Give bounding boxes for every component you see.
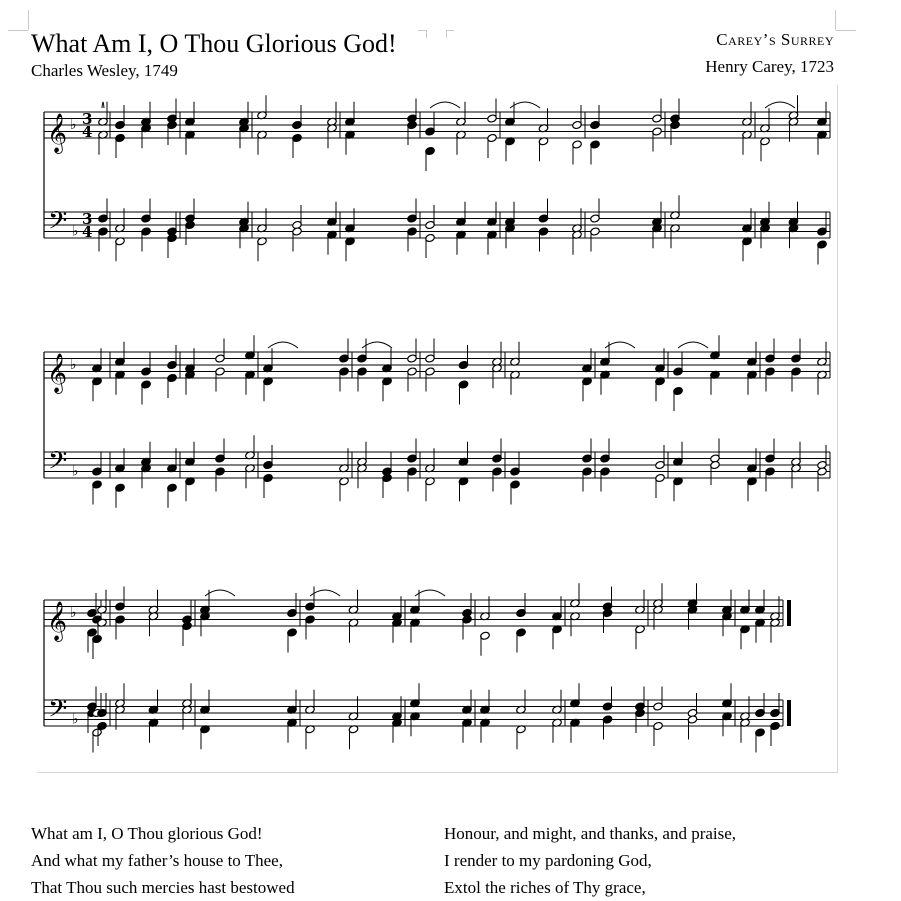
hymn-title: What Am I, O Thou Glorious God! xyxy=(31,29,397,58)
time-signature-digit: 3 xyxy=(82,210,93,228)
time-signature-digit: 4 xyxy=(82,123,93,141)
bass-clef: 𝄢 xyxy=(48,694,68,730)
final-barline xyxy=(787,700,791,726)
lyrics-column-right xyxy=(444,820,736,901)
tune-name: Carey’s Surrey xyxy=(716,30,834,49)
flat-sign: ♭ xyxy=(72,711,79,728)
treble-clef: 𝄞 xyxy=(47,601,68,641)
lyric-line: I render to my pardoning God, xyxy=(444,851,652,870)
time-signature-digit: 3 xyxy=(82,110,93,128)
slur xyxy=(268,342,298,348)
bass-clef: 𝄢 xyxy=(48,446,68,482)
flat-sign: ♭ xyxy=(70,357,77,373)
composer-credit: Henry Carey, 1723 xyxy=(705,57,834,76)
lyric-line: What am I, O Thou glorious God! xyxy=(31,824,263,843)
lyric-line: And what my father’s house to Thee, xyxy=(31,851,283,870)
slur xyxy=(102,102,104,108)
flat-sign: ♭ xyxy=(72,223,79,240)
bass-clef: 𝄢 xyxy=(48,206,68,242)
lyric-line: That Thou such mercies hast bestowed xyxy=(31,878,295,897)
author-credit: Charles Wesley, 1749 xyxy=(31,61,178,80)
final-barline xyxy=(787,600,791,626)
flat-sign: ♭ xyxy=(70,117,77,133)
slur xyxy=(765,102,795,108)
slur xyxy=(678,342,708,348)
lyrics-column-left xyxy=(31,820,295,901)
lyric-line: Honour, and might, and thanks, and praise, xyxy=(444,824,737,843)
lyric-line: Extol the riches of Thy grace, xyxy=(444,878,646,897)
flat-sign: ♭ xyxy=(72,463,79,480)
treble-clef: 𝄞 xyxy=(47,353,68,393)
treble-clef: 𝄞 xyxy=(47,113,68,153)
flat-sign: ♭ xyxy=(70,605,77,621)
slur xyxy=(430,102,460,108)
time-signature-digit: 4 xyxy=(82,223,93,241)
